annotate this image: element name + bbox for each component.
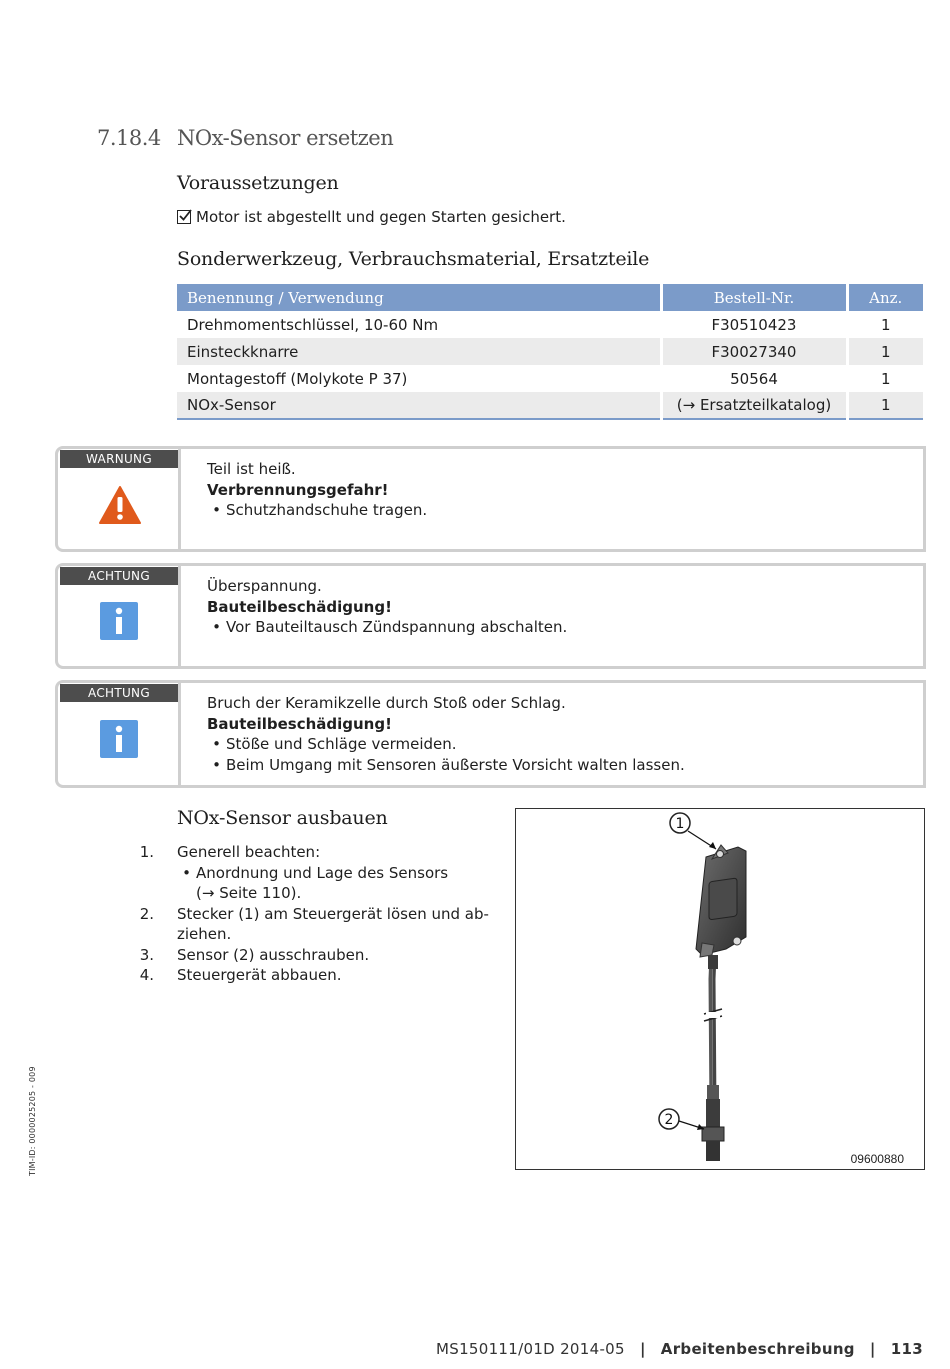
- caution-notice: [55, 563, 926, 669]
- notice-text: [207, 693, 685, 775]
- prerequisites-heading: Voraussetzungen: [177, 172, 339, 194]
- cell-name: Drehmomentschlüssel, 10-60 Nm: [177, 311, 661, 338]
- notice-bullet: • Beim Umgang mit Sensoren äußerste Vorsicht walten lassen.: [212, 755, 685, 774]
- notice-consequence: Bauteilbeschädigung!: [207, 597, 392, 616]
- callout-1: 1: [675, 816, 685, 832]
- table-row: [177, 338, 923, 365]
- nox-sensor-illustration: [516, 809, 924, 1169]
- prerequisite-item: [177, 208, 566, 226]
- notice-cause: Bruch der Keramikzelle durch Stoß oder Schlag.: [207, 694, 566, 712]
- section-number: 7.18.4: [97, 126, 161, 150]
- cell-quantity: 1: [847, 392, 923, 419]
- cell-name: NOx-Sensor: [177, 392, 661, 419]
- notice-icon-panel: [58, 683, 181, 785]
- removal-heading: NOx-Sensor ausbauen: [177, 807, 388, 829]
- table-row: [177, 365, 923, 392]
- removal-steps: [130, 842, 490, 986]
- list-item: 3. Sensor (2) ausschrauben.: [139, 945, 370, 964]
- table-row: [177, 392, 923, 419]
- sensor-figure: [515, 808, 925, 1170]
- cell-order-number: (→ Ersatzteilkatalog): [661, 392, 847, 419]
- column-header-name: Benennung / Verwendung: [177, 284, 661, 311]
- callout-2: 2: [664, 1112, 674, 1128]
- cell-name: Einsteckknarre: [177, 338, 661, 365]
- notice-consequence: Verbrennungsgefahr!: [207, 480, 389, 499]
- page-number: 113: [890, 1340, 923, 1358]
- notice-text: [207, 576, 567, 638]
- warning-notice: [55, 446, 926, 552]
- tools-heading: Sonderwerkzeug, Verbrauchsmaterial, Ersatzteile: [177, 248, 650, 270]
- info-icon: [100, 602, 138, 644]
- notice-bullet: • Schutzhandschuhe tragen.: [212, 501, 428, 519]
- table-header-row: [177, 284, 923, 311]
- cell-name: Montagestoff (Molykote P 37): [177, 365, 661, 392]
- tim-id: TIM-ID: 0000025205 - 009: [28, 1066, 37, 1176]
- page-footer: [436, 1340, 923, 1358]
- footer-separator: |: [639, 1340, 646, 1358]
- notice-tag: ACHTUNG: [60, 684, 178, 702]
- cell-quantity: 1: [847, 338, 923, 365]
- notice-consequence: Bauteilbeschädigung!: [207, 714, 392, 733]
- cell-order-number: F30027340: [661, 338, 847, 365]
- notice-tag: ACHTUNG: [60, 567, 178, 585]
- prerequisite-text: Motor ist abgestellt und gegen Starten gesichert.: [196, 208, 566, 226]
- cell-quantity: 1: [880, 315, 891, 334]
- info-icon: [100, 720, 138, 762]
- footer-document: MS150111/01D 2014-05: [436, 1340, 625, 1358]
- parts-table: [177, 284, 923, 420]
- list-item: 4. Steuergerät abbauen.: [139, 966, 342, 984]
- notice-cause: Überspannung.: [207, 577, 322, 595]
- notice-bullet: • Stöße und Schläge vermeiden.: [212, 735, 457, 753]
- list-item: 1. Generell beachten: • Anordnung und Lage des Sensors (→ Seite 110).: [139, 843, 449, 902]
- table-row: [177, 311, 923, 338]
- notice-text: [207, 459, 427, 521]
- notice-icon-panel: [58, 449, 181, 549]
- notice-cause: Teil ist heiß.: [207, 460, 296, 478]
- warning-triangle-icon: [98, 485, 142, 529]
- checkbox-checked-icon: [177, 210, 191, 224]
- notice-icon-panel: [58, 566, 181, 666]
- figure-id: 09600880: [850, 1152, 904, 1166]
- cell-order-number: F30510423: [661, 311, 847, 338]
- footer-chapter: Arbeitenbeschreibung: [660, 1340, 855, 1358]
- cell-order-number: 50564: [661, 365, 847, 392]
- notice-bullet: • Vor Bauteiltausch Zündspannung abschalten.: [212, 618, 568, 636]
- section-title: NOx-Sensor ersetzen: [177, 126, 394, 150]
- column-header-order-number: Bestell-Nr.: [661, 284, 847, 311]
- list-item: 2. Stecker (1) am Steuergerät lösen und ab- ziehen.: [139, 904, 489, 943]
- footer-separator: |: [869, 1340, 876, 1358]
- notice-tag: WARNUNG: [60, 450, 178, 468]
- caution-notice: [55, 680, 926, 788]
- column-header-quantity: Anz.: [847, 284, 923, 311]
- cell-quantity: 1: [880, 369, 891, 388]
